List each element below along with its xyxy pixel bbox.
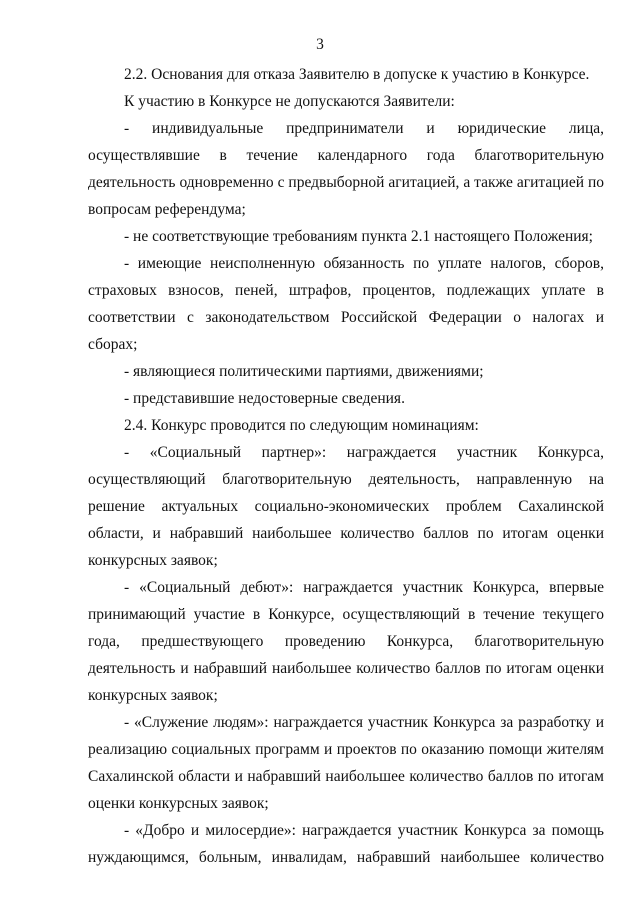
paragraph-intro: К участию в Конкурсе не допускаются Заявители: (124, 93, 455, 110)
paragraph-section-2-4: 2.4. Конкурс проводится по следующим номинациям: (124, 417, 479, 434)
page-number: 3 (316, 36, 324, 53)
nomination-item: - «Служение людям»: награждается участник Конкурса за разработку и реализацию социальных программ и проектов по оказанию помощи жителям Сахалинской области и набравший наибольшее количество баллов по итогам оценки конкурсных заявок; (88, 714, 604, 812)
nomination-item: - «Социальный дебют»: награждается участник Конкурса, впервые принимающий участие в Конкурсе, осуществляющий в течение текущего года, предшествующего проведению Конкурса, благотворительную деятельность и набравший наибольшее количество баллов по итогам оценки конкурсных заявок; (88, 579, 604, 704)
nomination-item: - «Социальный партнер»: награждается участник Конкурса, осуществляющий благотворительную деятельность, направленную на решение актуальных социально-экономических проблем Сахалинской области, и набравший наибольшее количество баллов по итогам оценки конкурсных заявок; (88, 444, 604, 569)
list-item: - индивидуальные предприниматели и юридические лица, осуществлявшие в течение календарного года благотворительную деятельность одновременно с предвыборной агитацией, а также агитацией по вопросам референдума; (88, 120, 604, 218)
list-item: - не соответствующие требованиям пункта 2.1 настоящего Положения; (124, 228, 593, 245)
list-item: - представившие недостоверные сведения. (124, 390, 405, 407)
list-item: - имеющие неисполненную обязанность по уплате налогов, сборов, страховых взносов, пеней, штрафов, процентов, подлежащих уплате в соответствии с законодательством Российской Федерации о налогах и сборах; (88, 255, 604, 353)
document-body (88, 61, 604, 871)
list-item: - являющиеся политическими партиями, движениями; (124, 363, 484, 380)
nomination-item: - «Добро и милосердие»: награждается участник Конкурса за помощь нуждающимся, больным, инвалидам, набравший наибольшее количество (88, 822, 604, 866)
paragraph-section-2-2: 2.2. Основания для отказа Заявителю в допуске к участию в Конкурсе. (124, 66, 590, 83)
